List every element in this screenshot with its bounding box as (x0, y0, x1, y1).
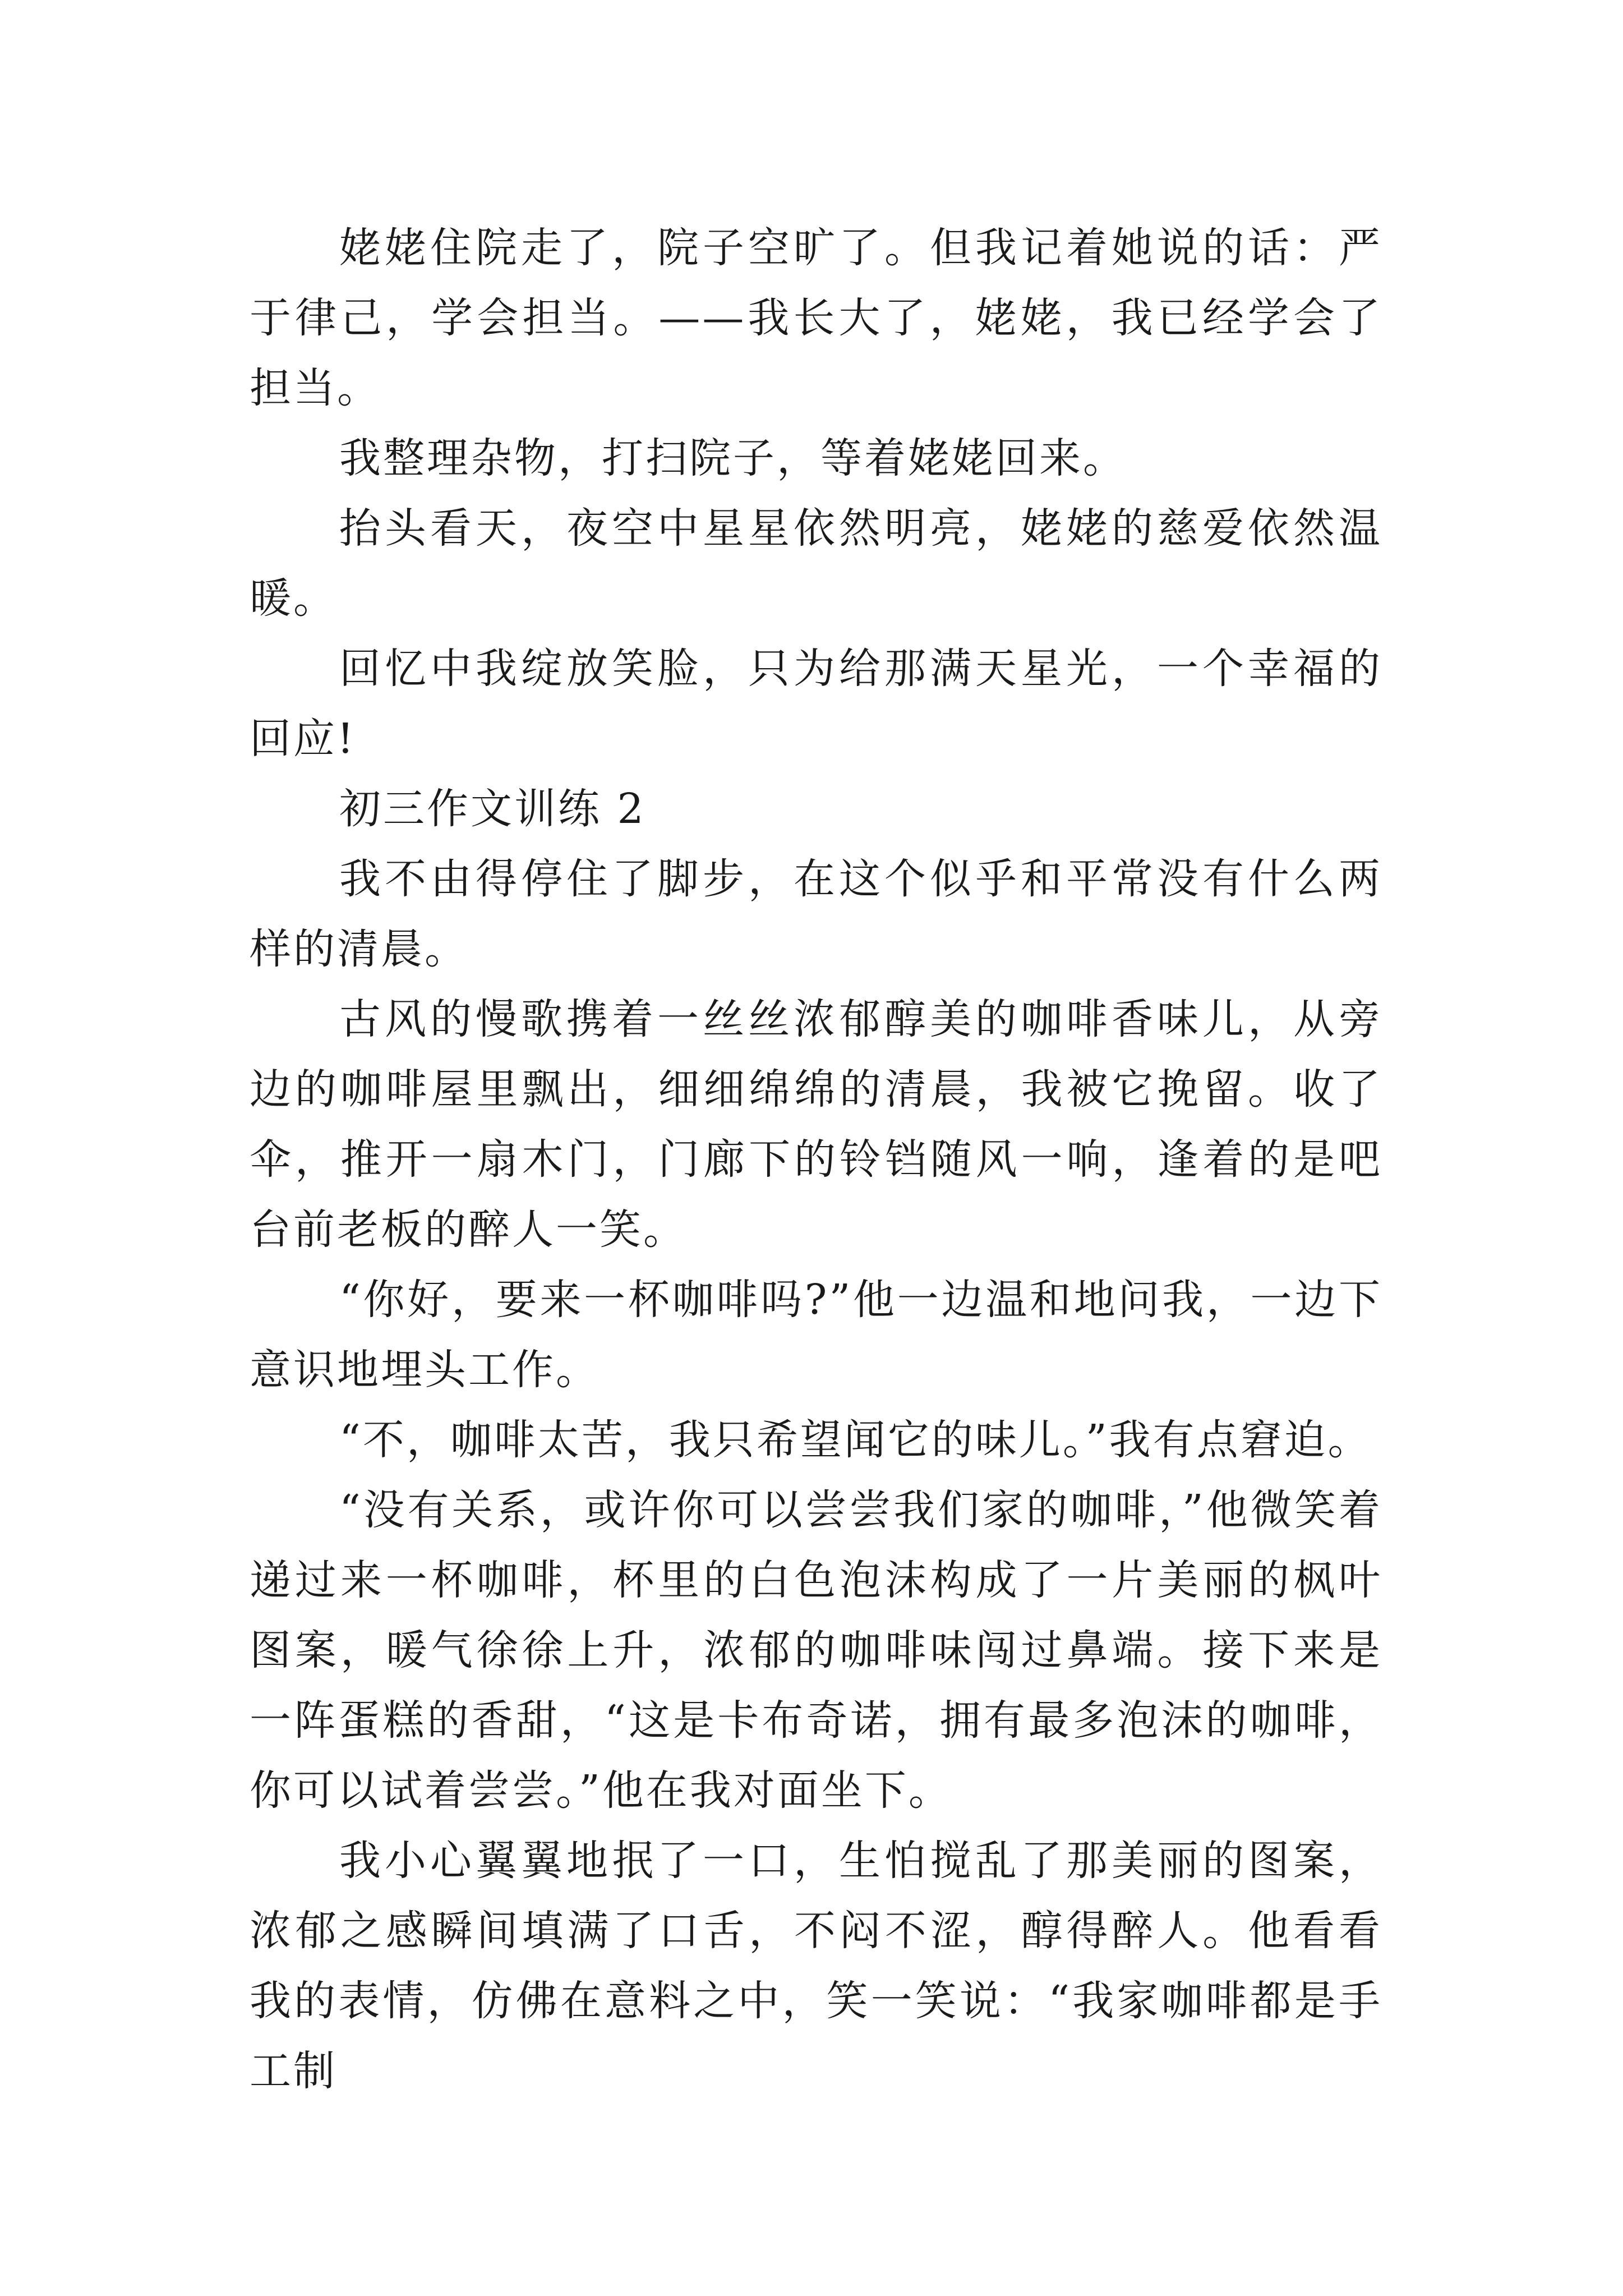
paragraph: 古风的慢歌携着一丝丝浓郁醇美的咖啡香味儿，从旁边的咖啡屋里飘出，细细绵绵的清晨，我被它挽留。收了伞，推开一扇木门，门廊下的铃铛随风一响，逢着的是吧台前老板的醉人一笑。 (250, 995, 1382, 1254)
paragraph: “不，咖啡太苦，我只希望闻它的味儿。”我有点窘迫。 (339, 1416, 1372, 1464)
paragraph: “没有关系，或许你可以尝尝我们家的咖啡，”他微笑着递过来一杯咖啡，杯里的白色泡沫构成了一片美丽的枫叶图案，暖气徐徐上升，浓郁的咖啡味闯过鼻端。接下来是一阵蛋糕的香甜，“这是卡布奇诺，拥有最多泡沫的咖啡，你可以试着尝尝。”他在我对面坐下。 (250, 1486, 1382, 1815)
document-body (250, 213, 1382, 2106)
paragraph: “你好，要来一杯咖啡吗?”他一边温和地问我，一边下意识地埋头工作。 (250, 1276, 1382, 1394)
paragraph: 我小心翼翼地抿了一口，生怕搅乱了那美丽的图案，浓郁之感瞬间填满了口舌，不闷不涩，醇得醉人。他看看我的表情，仿佛在意料之中，笑一笑说：“我家咖啡都是手工制 (250, 1837, 1382, 2095)
paragraph: 我不由得停住了脚步，在这个似乎和平常没有什么两样的清晨。 (250, 855, 1382, 973)
paragraph: 我整理杂物，打扫院子，等着姥姥回来。 (339, 434, 1127, 482)
paragraph: 回忆中我绽放笑脸，只为给那满天星光，一个幸福的回应! (250, 645, 1382, 763)
paragraph: 抬头看天，夜空中星星依然明亮，姥姥的慈爱依然温暖。 (250, 504, 1382, 623)
paragraph: 姥姥住院走了，院子空旷了。但我记着她说的话：严于律己，学会担当。——我长大了，姥姥，我已经学会了担当。 (250, 224, 1382, 412)
section-heading: 初三作文训练 2 (339, 785, 646, 833)
